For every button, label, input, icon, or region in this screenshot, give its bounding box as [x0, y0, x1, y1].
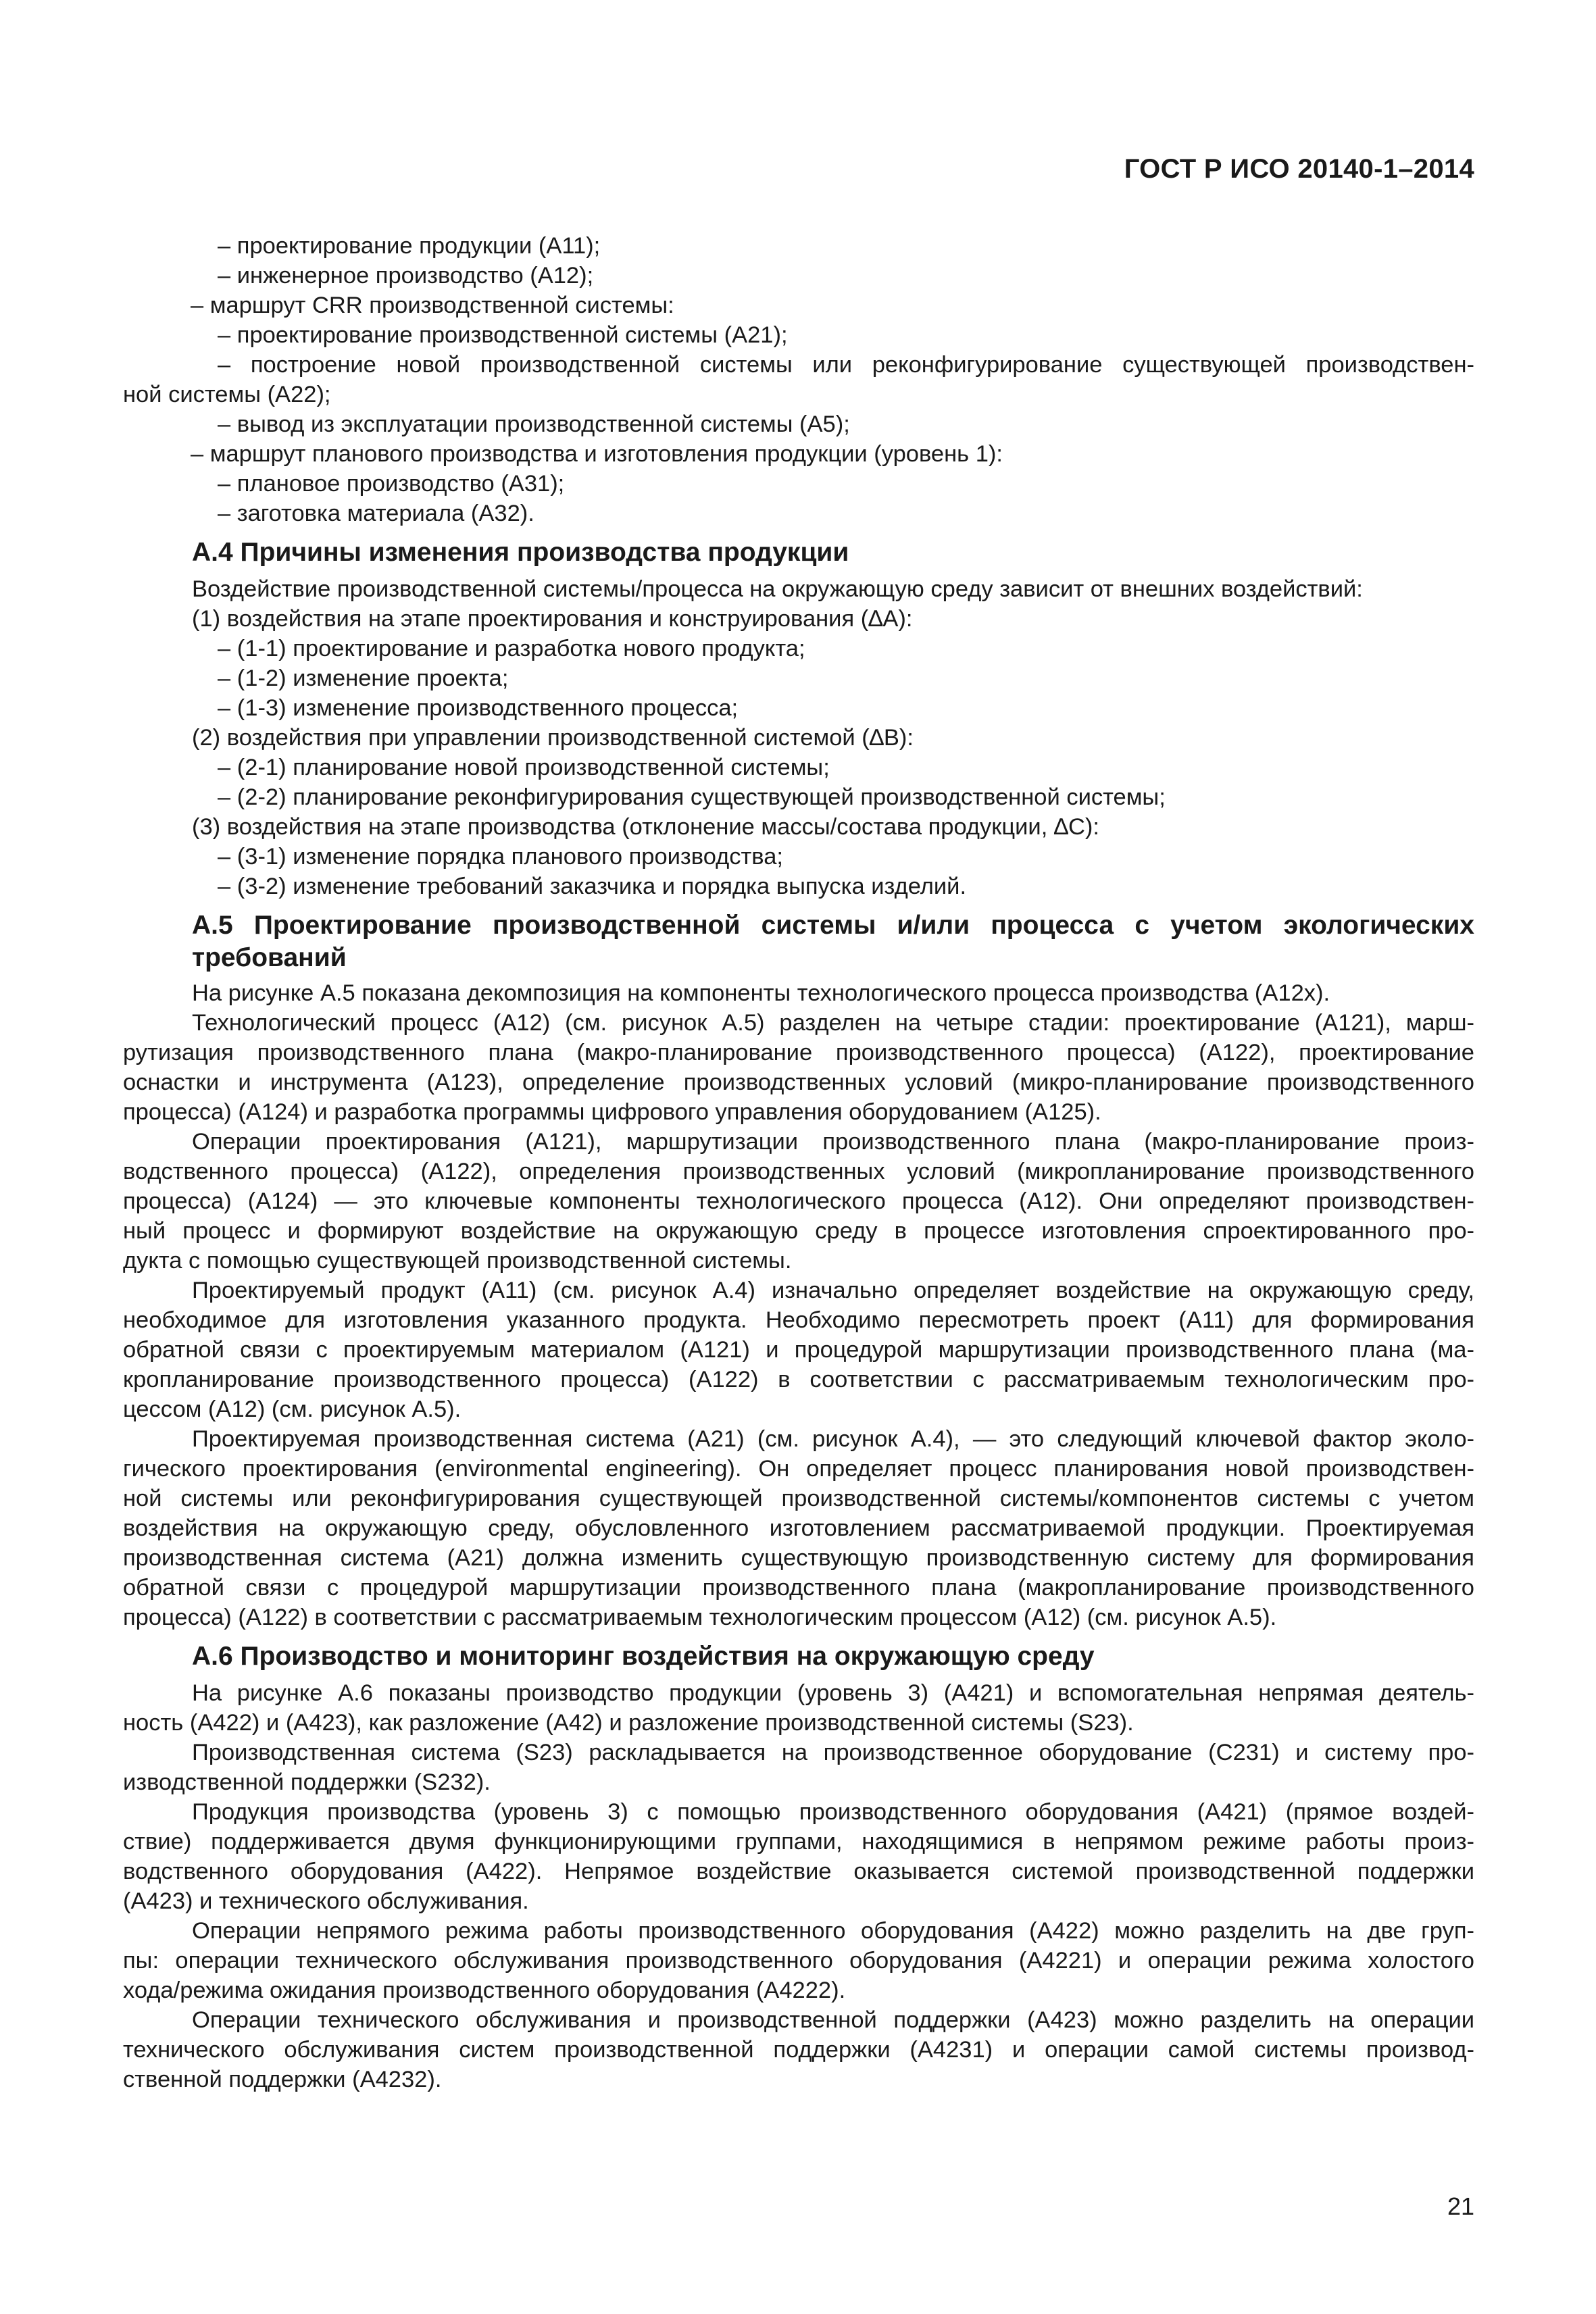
list-item: – (1-1) проектирование и разработка нового продукта;	[218, 636, 805, 661]
section-heading-a5-line2: требований	[192, 943, 347, 972]
list-item: (3) воздействия на этапе производства (отклонение массы/состава продукции, ∆C):	[192, 814, 1099, 840]
paragraph-line: технического обслуживания систем производственной поддержки (A4231) и операции самой системы производ-	[123, 2037, 1474, 2063]
paragraph-line: цессом (A12) (см. рисунок A.5).	[123, 1397, 462, 1422]
section-heading-a6: A.6 Производство и мониторинг воздействия на окружающую среду	[192, 1642, 1095, 1671]
paragraph	[123, 1678, 1474, 1738]
paragraph	[123, 2005, 1474, 2094]
paragraph-line: ной системы или реконфигурирования существующей производственной системы/компонентов системы с учетом	[123, 1486, 1474, 1511]
paragraph-line: Продукция производства (уровень 3) с помощью производственного оборудования (A421) (прямое воздей-	[192, 1799, 1474, 1825]
paragraph-line: рутизация производственного плана (макро-планирование производственного процесса) (A122), проектирование	[123, 1040, 1474, 1065]
paragraph-line: процесса) (A124) и разработка программы цифрового управления оборудованием (A125).	[123, 1099, 1101, 1125]
paragraph-line: На рисунке A.5 показана декомпозиция на компоненты технологического процесса производства (A12x).	[192, 980, 1330, 1006]
paragraph-line: процесса) (A124) — это ключевые компоненты технологического процесса (A12). Они определяют производствен-	[123, 1188, 1474, 1214]
document-header: ГОСТ Р ИСО 20140-1–2014	[1124, 154, 1474, 184]
list-item: – проектирование продукции (A11);	[218, 233, 601, 259]
paragraph	[123, 978, 1474, 1008]
section-a6-body	[123, 1678, 1474, 2094]
paragraph-line: воздействия на окружающую среду, обусловленного изготовлением рассматриваемой продукции. Проектируемая	[123, 1515, 1474, 1541]
paragraph-line: ствие) поддерживается двумя функционирующими группами, находящимися в непрямом режиме работы произ-	[123, 1829, 1474, 1855]
paragraph-line: кропланирование производственного процесса) (A122) в соответствии с рассматриваемым технологическим про-	[123, 1367, 1474, 1392]
paragraph-line: (A423) и технического обслуживания.	[123, 1888, 529, 1914]
paragraph-line: Операции технического обслуживания и производственной поддержки (A423) можно разделить на операции	[192, 2007, 1474, 2033]
paragraph-line: ный процесс и формируют воздействие на окружающую среду в процессе изготовления спроектированного про-	[123, 1218, 1474, 1244]
list-item: Воздействие производственной системы/процесса на окружающую среду зависит от внешних воздействий:	[192, 576, 1363, 602]
section-a4-body	[123, 574, 1474, 901]
list-item: – заготовка материала (A32).	[218, 501, 534, 526]
list-item: ной системы (A22);	[123, 382, 331, 407]
paragraph	[123, 1008, 1474, 1127]
list-item: – инженерное производство (A12);	[218, 263, 594, 288]
paragraph	[123, 1127, 1474, 1276]
section-heading-a5	[123, 909, 1474, 974]
page-content	[123, 231, 1474, 2094]
list-item: (1) воздействия на этапе проектирования и конструирования (∆A):	[192, 606, 913, 632]
paragraph-line: водственного оборудования (A422). Непрямое воздействие оказывается системой производственной поддержки	[123, 1859, 1474, 1884]
paragraph-line: ность (A422) и (A423), как разложение (A42) и разложение производственной системы (S23).	[123, 1710, 1134, 1736]
list-item: – маршрут CRR производственной системы:	[191, 293, 674, 318]
paragraph-line: производственная система (A21) должна изменить существующую производственную систему для формирования	[123, 1545, 1474, 1571]
paragraph-line: Проектируемый продукт (A11) (см. рисунок A.4) изначально определяет воздействие на окружающую среду,	[192, 1278, 1474, 1303]
paragraph	[123, 1738, 1474, 1797]
paragraph	[123, 1797, 1474, 1916]
list-item: – (2-2) планирование реконфигурирования существующей производственной системы;	[218, 784, 1166, 810]
paragraph-line: обратной связи с проектируемым материалом (A121) и процедурой маршрутизации производственного плана (ма-	[123, 1337, 1474, 1363]
paragraph-line: оснастки и инструмента (A123), определение производственных условий (микро-планирование производственного	[123, 1070, 1474, 1095]
paragraph-line: Операции проектирования (A121), маршрутизации производственного плана (макро-планирование произ-	[192, 1129, 1474, 1155]
list-item: (2) воздействия при управлении производственной системой (∆B):	[192, 725, 914, 751]
paragraph-line: хода/режима ожидания производственного оборудования (A4222).	[123, 1978, 846, 2003]
paragraph-line: водственного процесса) (A122), определения производственных условий (микропланирование производственного	[123, 1159, 1474, 1184]
paragraph-line: Технологический процесс (A12) (см. рисунок A.5) разделен на четыре стадии: проектирование (A121), марш-	[192, 1010, 1474, 1036]
paragraph-line: Проектируемая производственная система (A21) (см. рисунок A.4), — это следующий ключевой фактор эколо-	[192, 1426, 1474, 1452]
paragraph	[123, 1916, 1474, 2005]
paragraph-line: На рисунке A.6 показаны производство продукции (уровень 3) (A421) и вспомогательная непрямая деятель-	[192, 1680, 1474, 1706]
list-item: – вывод из эксплуатации производственной системы (A5);	[218, 411, 850, 437]
top-list	[123, 231, 1474, 528]
page-number: 21	[1447, 2192, 1474, 2220]
paragraph-line: процесса) (A122) в соответствии с рассматриваемым технологическим процессом (A12) (см. рисунок A.5).	[123, 1605, 1277, 1630]
list-item: – (3-2) изменение требований заказчика и порядка выпуска изделий.	[218, 874, 967, 899]
paragraph	[123, 1276, 1474, 1424]
paragraph-line: пы: операции технического обслуживания производственного оборудования (A4221) и операции режима холостого	[123, 1948, 1474, 1973]
section-heading-a4: A.4 Причины изменения производства продукции	[192, 538, 849, 567]
list-item: – (1-3) изменение производственного процесса;	[218, 695, 739, 721]
list-item: – проектирование производственной системы (A21);	[218, 322, 788, 348]
section-a5-body	[123, 978, 1474, 1632]
paragraph-line: обратной связи с процедурой маршрутизации производственного плана (макропланирование производственного	[123, 1575, 1474, 1601]
list-item: – (2-1) планирование новой производственной системы;	[218, 755, 830, 780]
paragraph	[123, 1424, 1474, 1632]
paragraph-line: гического проектирования (environmental engineering). Он определяет процесс планирования новой производствен-	[123, 1456, 1474, 1482]
list-item: – (1-2) изменение проекта;	[218, 665, 509, 691]
paragraph-line: Производственная система (S23) раскладывается на производственное оборудование (C231) и систему про-	[192, 1740, 1474, 1765]
paragraph-line: необходимое для изготовления указанного продукта. Необходимо пересмотреть проект (A11) для формирования	[123, 1307, 1474, 1333]
list-item: – построение новой производственной системы или реконфигурирование существующей производствен-	[218, 352, 1474, 378]
paragraph-line: дукта с помощью существующей производственной системы.	[123, 1248, 792, 1274]
paragraph-line: ственной поддержки (A4232).	[123, 2067, 442, 2092]
list-item: – (3-1) изменение порядка планового производства;	[218, 844, 784, 870]
paragraph-line: изводственной поддержки (S232).	[123, 1769, 491, 1795]
paragraph-line: Операции непрямого режима работы производственного оборудования (A422) можно разделить на две груп-	[192, 1918, 1474, 1944]
list-item: – маршрут планового производства и изготовления продукции (уровень 1):	[191, 441, 1003, 467]
section-heading-a5-line1: A.5 Проектирование производственной системы и/или процесса с учетом экологических	[192, 911, 1474, 940]
list-item: – плановое производство (A31);	[218, 471, 565, 497]
